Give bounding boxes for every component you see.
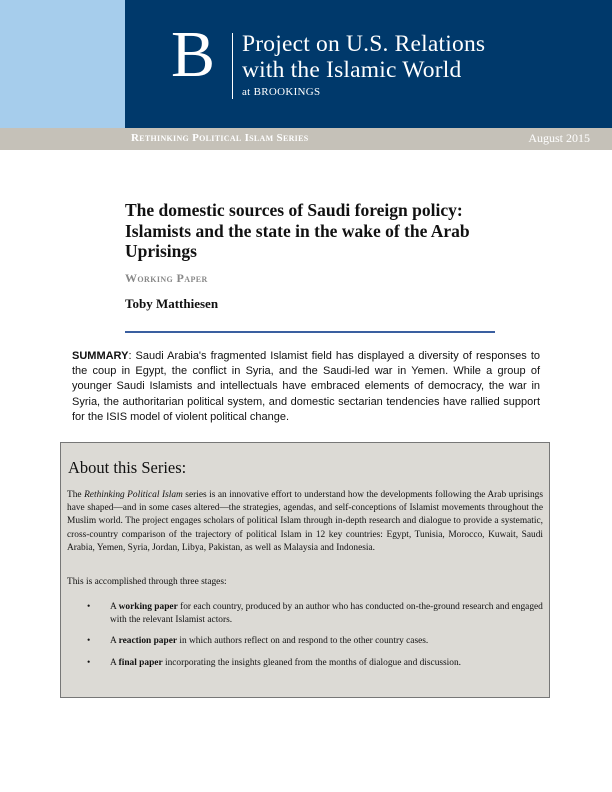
list-item: • A reaction paper in which authors reflect on and respond to the other country cases. (87, 635, 543, 648)
bullet-icon: • (87, 636, 91, 647)
series-name: Rethinking Political Islam Series (131, 132, 309, 144)
summary-paragraph (72, 349, 540, 425)
program-affiliation: at BROOKINGS (242, 86, 321, 98)
program-name-line1: Project on U.S. Relations (242, 31, 486, 57)
list-item: • A final paper incorporating the insights gleaned from the months of dialogue and discussion. (87, 657, 543, 670)
bullet-icon: • (87, 657, 91, 668)
header-banner (0, 0, 612, 128)
list-item: • A working paper for each country, produced by an author who has conducted on-the-ground research and engaged with the relevant Islamist actors. (87, 602, 543, 626)
brookings-logo-letter: B (171, 18, 216, 91)
summary-text: : Saudi Arabia's fragmented Islamist field has displayed a diversity of responses to the coup in Egypt, the conflict in Syria, and the Saudi-led war in Yemen. While a group of younger Saudi Islamists and intellectuals have embraced elements of democracy, the war in Syria, the authoritarian political system, and domestic sectarian tendencies have rallied support for the ISIS model of violent political change. (72, 350, 540, 423)
intro-lead: The (67, 490, 85, 500)
series-title-italic: Rethinking Political Islam (84, 490, 183, 500)
summary-label: SUMMARY (72, 350, 129, 362)
about-series-box (60, 442, 550, 698)
paper-title: The domestic sources of Saudi foreign policy: Islamists and the state in the wake of the Arab Uprisings (125, 200, 470, 261)
header-accent-block (0, 0, 125, 128)
paper-type: Working Paper (125, 271, 208, 285)
bullet-icon: • (87, 602, 91, 612)
stages-list (87, 601, 543, 678)
program-name-line2: with the Islamic World (242, 57, 462, 83)
about-series-intro (67, 489, 543, 555)
about-series-heading: About this Series: (68, 458, 187, 477)
stages-intro: This is accomplished through three stages: (67, 577, 227, 587)
author-divider (125, 331, 495, 333)
paper-author: Toby Matthiesen (125, 296, 219, 311)
intro-rest: series is an innovative effort to understand how the developments following the Arab uprisings have shaped—and in some cases altered—the strategies, agendas, and self-conceptions of Islamist movements throughout the Muslim world. The project engages scholars of political Islam through in-depth research and dialogue to provide a systematic, cross-country comparison of the trajectory of political Islam in 12 key countries: Egypt, Tunisia, Morocco, Kuwait, Saudi Arabia, Yemen, Syria, Jordan, Libya, Pakistan, as well as Malaysia and Indonesia. (67, 490, 544, 553)
publication-date: August 2015 (528, 131, 590, 145)
logo-divider (232, 33, 233, 99)
series-bar (0, 128, 612, 150)
